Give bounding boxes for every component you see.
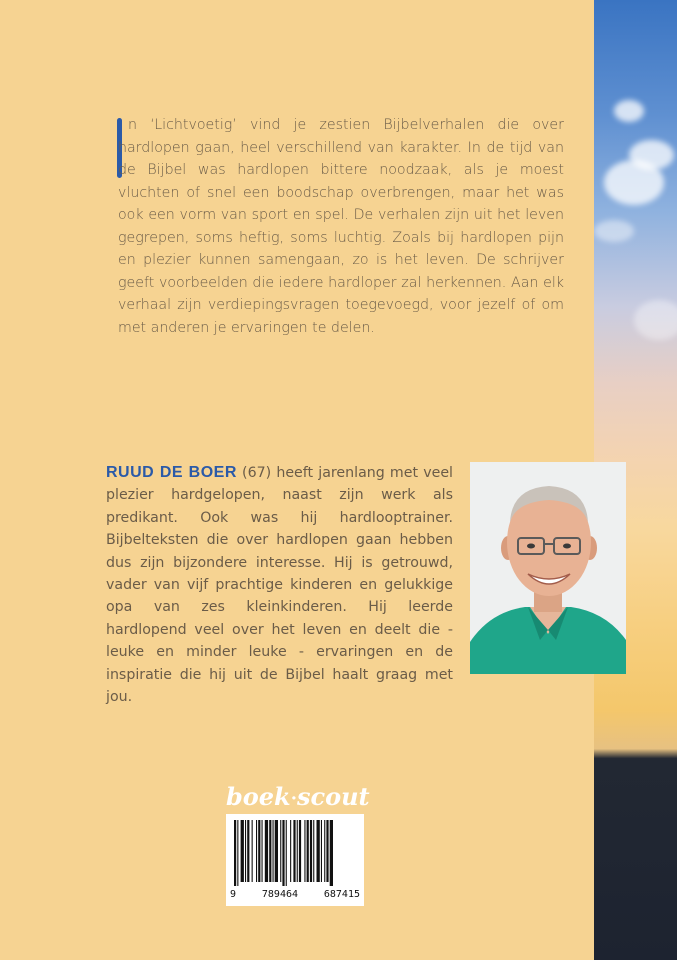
barcode-bars bbox=[226, 814, 364, 890]
author-bio-text: (67) heeft jarenlang met veel plezier hardgelopen, naast zijn werk als predikant. Ook was hij hardlooptrainer. Bijbelteksten die over hardlopen gaan hebben dus zijn bijzondere interesse. Hij is getrouwd, vader van vijf prachtige kinderen en gelukkige opa van zes kleinkinderen. Hij leerde hardlopend veel over het leven en deelt die - leuke en minder leuke - ervaringen en de inspiratie die hij uit de Bijbel haalt graag met jou. bbox=[106, 465, 453, 706]
barcode-bar bbox=[234, 820, 236, 886]
barcode-bar bbox=[297, 820, 298, 882]
barcode-bar bbox=[273, 820, 274, 882]
barcode-bar bbox=[256, 820, 257, 882]
barcode-bar bbox=[237, 820, 238, 886]
barcode-bar bbox=[307, 820, 309, 882]
publisher-logo-part2: scout bbox=[296, 782, 370, 811]
barcode-bar bbox=[286, 820, 287, 886]
barcode-bar bbox=[252, 820, 253, 882]
publisher-logo bbox=[226, 782, 370, 811]
author-photo bbox=[470, 462, 626, 674]
barcode-bar bbox=[247, 820, 249, 882]
barcode-bar bbox=[282, 820, 284, 886]
barcode-bar bbox=[324, 820, 325, 882]
barcode-bar bbox=[326, 820, 328, 882]
barcode-group-1: 789464 bbox=[261, 889, 299, 900]
barcode-digit-first: 9 bbox=[230, 889, 237, 900]
barcode-bar bbox=[258, 820, 260, 882]
barcode-bar bbox=[245, 820, 246, 882]
author-name: RUUD DE BOER bbox=[106, 464, 237, 481]
barcode-bar bbox=[275, 820, 278, 882]
blurb-text: n ‘Lichtvoetig’ vind je zestien Bijbelverhalen die over hardlopen gaan, heel verschillend van karakter. In de tijd van de Bijbel was hardlopen bittere noodzaak, als je moest vluchten of snel een boodschap overbrengen, maar het was ook een vorm van sport en spel. De verhalen zijn uit het leven gegrepen, soms heftig, soms luchtig. Zoals bij hardlopen pijn en plezier kunnen samengaan, zo is het leven. De schrijver geeft voorbeelden die iedere hardloper zal herkennen. Aan elk verhaal zijn verdiepingsvragen toegevoegd, voor jezelf of om met anderen je ervaringen te delen. bbox=[118, 117, 564, 336]
barcode-bar bbox=[280, 820, 281, 882]
isbn-barcode bbox=[226, 814, 364, 906]
barcode-bar bbox=[265, 820, 268, 882]
drop-cap-letter bbox=[118, 114, 128, 137]
barcode-bar bbox=[269, 820, 271, 882]
barcode-bar bbox=[330, 820, 333, 886]
barcode-bar bbox=[321, 820, 322, 882]
barcode-bar bbox=[241, 820, 244, 882]
barcode-bar bbox=[299, 820, 301, 882]
barcode-bar bbox=[262, 820, 263, 882]
barcode-bar bbox=[310, 820, 312, 882]
author-bio bbox=[106, 462, 453, 708]
barcode-bar bbox=[317, 820, 320, 882]
barcode-bar bbox=[290, 820, 291, 882]
barcode-bar bbox=[304, 820, 305, 882]
barcode-number bbox=[226, 889, 364, 900]
barcode-group-2: 687415 bbox=[323, 889, 360, 900]
barcode-bar bbox=[313, 820, 314, 882]
publisher-logo-part1: boek bbox=[226, 782, 291, 811]
barcode-bar bbox=[293, 820, 295, 882]
publisher-logo-separator: · bbox=[290, 788, 297, 809]
blurb-paragraph bbox=[118, 114, 564, 339]
